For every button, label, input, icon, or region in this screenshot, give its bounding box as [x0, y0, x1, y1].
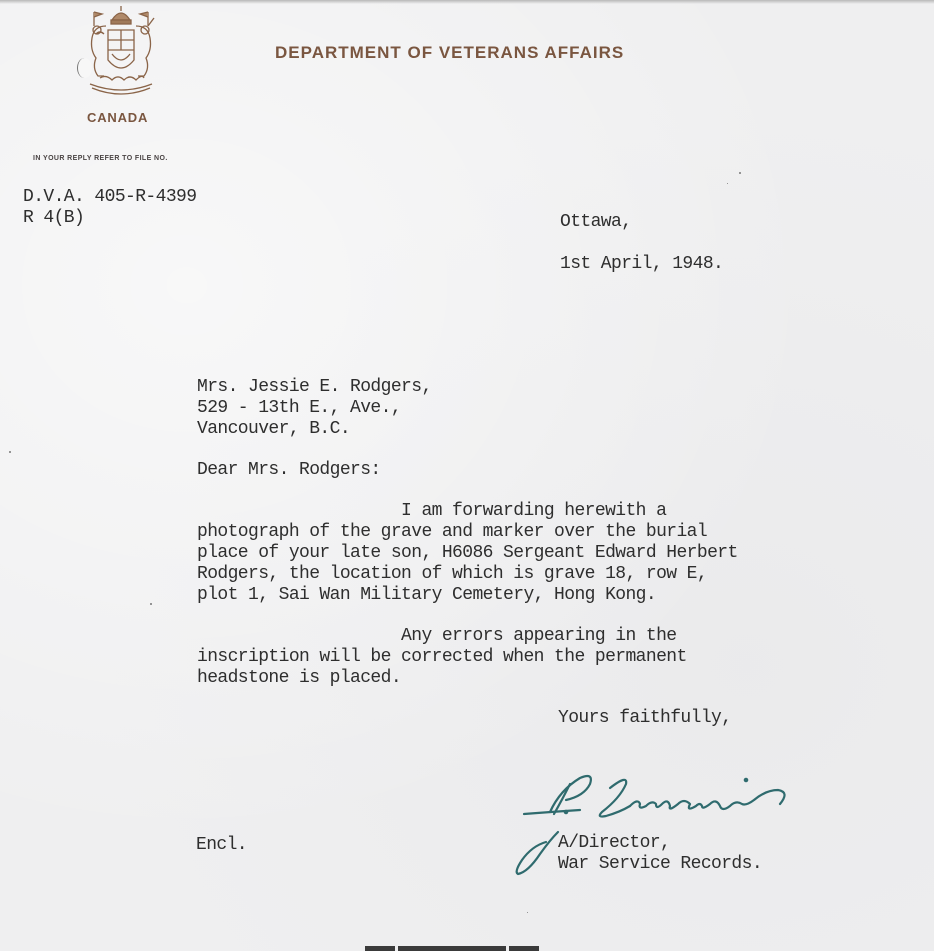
scan-speck	[739, 172, 741, 174]
place: Ottawa,	[560, 212, 632, 232]
scan-speck	[150, 603, 152, 605]
recipient-address	[197, 377, 432, 440]
scan-speck	[527, 912, 528, 913]
scan-bar	[398, 946, 506, 951]
paragraph-line: Rodgers, the location of which is grave 18, row E,	[197, 564, 708, 584]
paragraph-line: place of your late son, H6086 Sergeant Edward Herbert	[197, 543, 738, 563]
body-paragraph-2	[197, 626, 687, 689]
paragraph-line: Any errors appearing in the	[197, 626, 677, 646]
scan-bar	[509, 946, 539, 951]
recipient-city: Vancouver, B.C.	[197, 419, 351, 439]
punch-hole	[77, 58, 92, 78]
file-number-line1: D.V.A. 405-R-4399	[23, 187, 197, 207]
signatory-department: War Service Records.	[558, 854, 763, 874]
salutation: Dear Mrs. Rodgers:	[197, 460, 381, 480]
signatory-position: A/Director,	[558, 833, 671, 853]
coat-of-arms-icon	[82, 4, 160, 104]
paragraph-line: plot 1, Sai Wan Military Cemetery, Hong Kong.	[197, 585, 657, 605]
reply-reference-note: IN YOUR REPLY REFER TO FILE NO.	[33, 155, 168, 162]
letter-date: 1st April, 1948.	[560, 254, 724, 274]
country-label: CANADA	[87, 110, 149, 125]
paragraph-line: photograph of the grave and marker over the burial	[197, 522, 708, 542]
scan-bottom-bars	[365, 946, 539, 951]
department-name: DEPARTMENT OF VETERANS AFFAIRS	[275, 43, 625, 62]
scan-speck	[9, 451, 11, 453]
scan-bar	[365, 946, 395, 951]
recipient-street: 529 - 13th E., Ave.,	[197, 398, 402, 418]
paragraph-line: I am forwarding herewith a	[197, 501, 667, 521]
file-number	[23, 187, 196, 229]
paragraph-line: inscription will be corrected when the permanent	[197, 647, 687, 667]
scan-speck	[727, 183, 728, 184]
enclosure-note: Encl.	[196, 835, 248, 855]
closing: Yours faithfully,	[558, 708, 732, 728]
file-number-line2: R 4(B)	[23, 208, 85, 228]
paragraph-line: headstone is placed.	[197, 668, 402, 688]
recipient-name: Mrs. Jessie E. Rodgers,	[197, 377, 432, 397]
signatory-title	[558, 833, 762, 875]
body-paragraph-1	[197, 501, 738, 606]
